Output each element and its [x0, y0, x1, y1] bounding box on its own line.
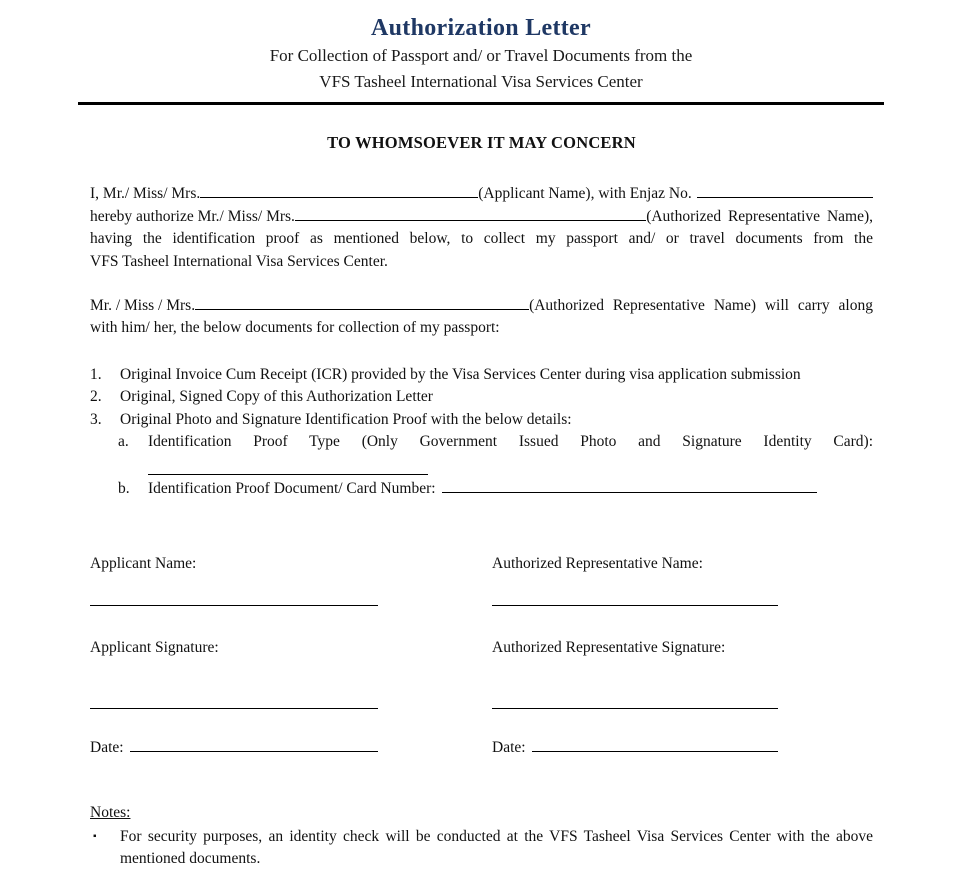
applicant-column [90, 553, 378, 759]
intro-line-1 [90, 183, 873, 205]
representative-column [492, 553, 778, 759]
applicant-date-label: Date: [90, 737, 124, 759]
intro-line2-prefix: hereby authorize Mr./ Miss/ Mrs. [90, 206, 295, 228]
square-bullet-icon: ▪ [90, 826, 120, 870]
list-item-text: Original Photo and Signature Identification Proof with the below details: [120, 409, 873, 431]
documents-list [90, 364, 873, 501]
list-item [90, 386, 873, 408]
representative-date-row [492, 737, 778, 759]
list-item-text: Original, Signed Copy of this Authorization Letter [120, 386, 873, 408]
document-header [78, 0, 884, 105]
document-title: Authorization Letter [90, 13, 872, 43]
applicant-signature-line [90, 660, 378, 709]
carry-line-2: with him/ her, the below documents for collection of my passport: [90, 317, 873, 339]
list-item-text: Original Invoice Cum Receipt (ICR) provided by the Visa Services Center during visa application submission [120, 364, 873, 386]
notes-section [90, 802, 873, 870]
applicant-name-blank [200, 184, 478, 199]
note-text: For security purposes, an identity check will be conducted at the VFS Tasheel Visa Services Center with the above mentioned documents. [120, 826, 873, 870]
signature-block [90, 553, 873, 759]
card-number-blank [442, 479, 817, 494]
note-item [90, 826, 873, 870]
representative-signature-line [492, 660, 778, 709]
sub-item-letter: a. [118, 431, 148, 453]
list-item [90, 364, 873, 386]
representative-date-blank [532, 737, 778, 752]
applicant-signature-label: Applicant Signature: [90, 637, 378, 659]
proof-type-blank [148, 458, 428, 475]
enjaz-no-blank [697, 184, 873, 199]
representative-date-label: Date: [492, 737, 526, 759]
representative-signature-label: Authorized Representative Signature: [492, 637, 778, 659]
carry-paragraph [90, 295, 873, 340]
applicant-date-row [90, 737, 378, 759]
representative-name-label: Authorized Representative Name: [492, 553, 778, 575]
intro-line-4: VFS Tasheel International Visa Services Center. [90, 251, 873, 273]
list-item-number: 2. [90, 386, 120, 408]
notes-title: Notes: [90, 802, 873, 824]
concern-heading: TO WHOMSOEVER IT MAY CONCERN [90, 132, 873, 154]
applicant-date-blank [130, 737, 378, 752]
intro-line-3: having the identification proof as mentioned below, to collect my passport and/ or travel documents from the [90, 228, 873, 250]
applicant-name-label: Applicant Name: [90, 553, 378, 575]
carry-representative-blank [195, 295, 529, 310]
sub-item-a [118, 431, 873, 453]
representative-name-blank [295, 206, 646, 221]
applicant-name-line [90, 575, 378, 606]
sub-item-b-line [148, 478, 873, 500]
sub-item-b [118, 478, 873, 500]
list-item-number: 1. [90, 364, 120, 386]
sub-item-letter: b. [118, 478, 148, 500]
carry-line1-prefix: Mr. / Miss / Mrs. [90, 295, 195, 317]
intro-paragraph [90, 183, 873, 273]
carry-line-1 [90, 295, 873, 317]
intro-line1-prefix: I, Mr./ Miss/ Mrs. [90, 183, 200, 205]
document-subtitle-line1: For Collection of Passport and/ or Travel Documents from the [90, 43, 872, 69]
sub-item-b-text: Identification Proof Document/ Card Number: [148, 478, 436, 500]
intro-line-2 [90, 206, 873, 228]
list-item-number: 3. [90, 409, 120, 431]
representative-name-line [492, 575, 778, 606]
intro-line1-mid: (Applicant Name), with Enjaz No. [478, 183, 692, 205]
document-subtitle-line2: VFS Tasheel International Visa Services Center [90, 69, 872, 95]
list-item [90, 409, 873, 431]
sub-item-a-text: Identification Proof Type (Only Government Issued Photo and Signature Identity Card): [148, 431, 873, 453]
intro-line2-suffix: (Authorized Representative Name), [646, 206, 873, 228]
carry-line1-suffix: (Authorized Representative Name) will carry along [529, 295, 873, 317]
